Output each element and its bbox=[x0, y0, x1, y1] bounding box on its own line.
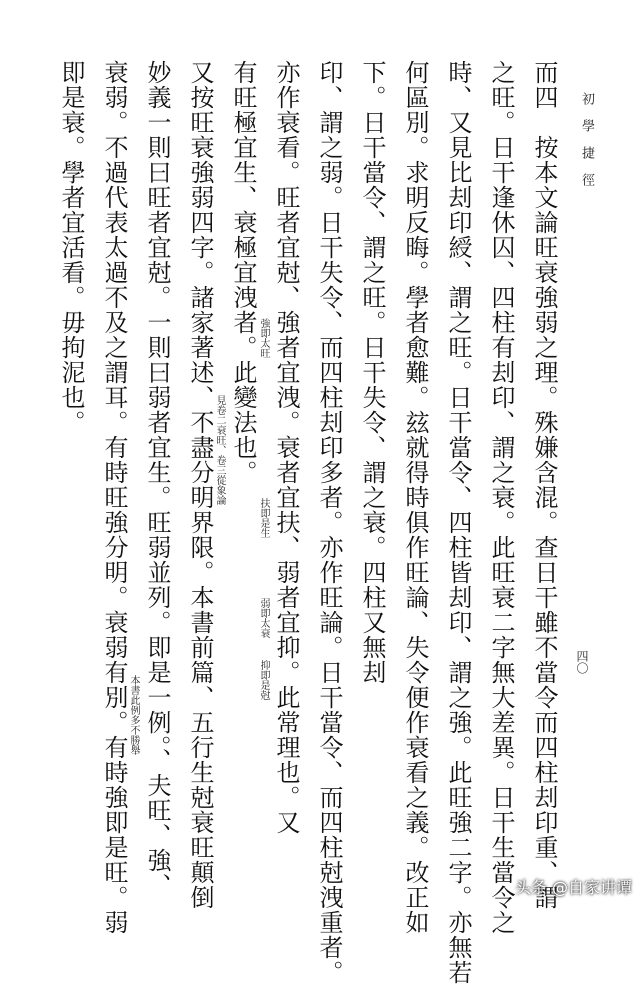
text-column-1: 而四 按本文論旺衰強弱之理。殊嫌含混。查日干雖不當令而四柱刦印重、謂 bbox=[530, 60, 558, 910]
annotation-reference: 見卷二衰旺、卷三從象論 bbox=[214, 395, 225, 505]
annotation-restrain: 抑即是尅 bbox=[258, 660, 269, 700]
annotation-weak: 弱即太衰 bbox=[258, 598, 269, 638]
watermark-logo: 头条 @自家讲谭 bbox=[514, 878, 632, 897]
annotation-examples: 本書此例多不勝舉 bbox=[128, 675, 139, 755]
text-column-3: 時、又見比刦印綬、謂之旺。日干當令、四柱皆刦印、謂之強。此旺強二字。亦無若 bbox=[444, 60, 472, 985]
page-number: 四〇 bbox=[575, 650, 589, 674]
text-column-6: 印、謂之弱。日干失令、而四柱刦印多者。亦作旺論。日干當令、而四柱尅洩重者。 bbox=[315, 60, 343, 985]
text-column-12: 即是衰。學者宜活看。毋拘泥也。 bbox=[57, 60, 85, 435]
text-column-4: 何區別。求明反晦。學者愈難。玆就得時俱作旺論、失令便作衰看之義。改正如 bbox=[401, 60, 429, 935]
text-column-7: 亦作衰看。旺者宜尅、強者宜洩。衰者宜扶、弱者宜抑。此常理也。又 bbox=[272, 60, 300, 835]
text-column-2: 之旺。日干逢休囚、四柱有刦印、謂之衰。此旺衰二字無大差異。日干生當令之 bbox=[487, 60, 515, 935]
text-column-5: 下。日干當令、謂之旺。日干失令、謂之衰。四柱又無刦 bbox=[358, 60, 386, 685]
text-column-11: 衰弱。不過代表太過不及之謂耳。有時旺強分明。衰弱有別。有時強即是旺。弱 bbox=[100, 60, 128, 935]
annotation-strong: 強即太旺 bbox=[258, 318, 269, 358]
annotation-support: 扶即是生 bbox=[258, 498, 269, 538]
header-title: 初學捷徑 bbox=[579, 92, 594, 200]
text-column-9: 又按旺衰強弱四字。諸家著述、不盡分明界限。本書前篇、五行生尅衰旺顛倒 bbox=[186, 60, 214, 910]
text-column-8: 有旺極宜生、衰極宜洩者。此變法也。 bbox=[229, 60, 257, 485]
text-column-10: 妙義一則曰旺者宜尅。一則曰弱者宜生。旺弱並列。即是一例。、夫旺、強、 bbox=[143, 60, 171, 898]
